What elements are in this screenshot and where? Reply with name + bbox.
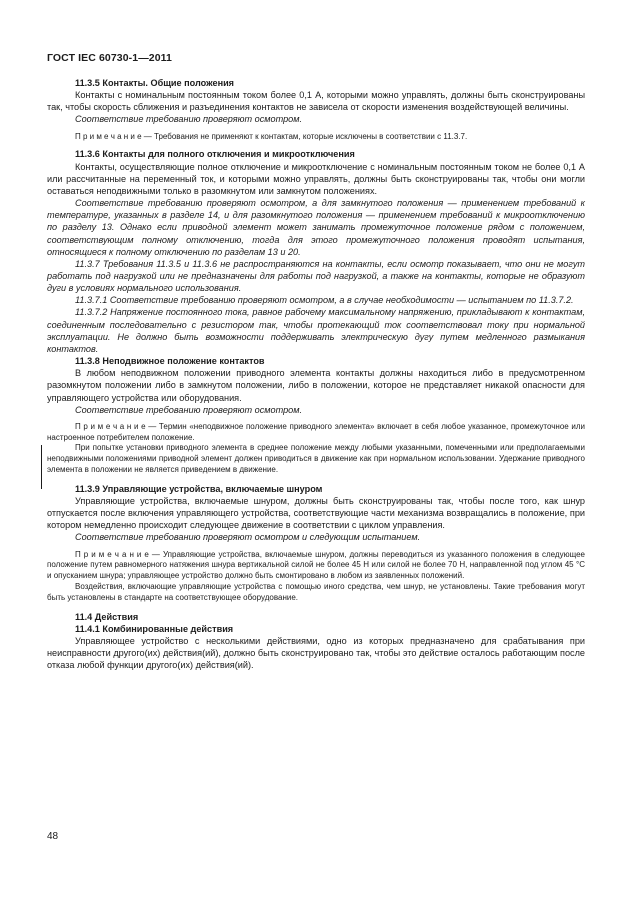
document-body (47, 77, 585, 671)
body-paragraph: Управляющие устройства, включаемые шнуром, должны быть сконструированы так, чтобы после того, как шнур отпускается после включения управляющего устройства, соответствующие части механизма возвращались в положение, при котором немедленно происходит следующее движение в соответствии с циклом управления. (47, 496, 585, 531)
spacer (47, 476, 585, 483)
section-heading: 11.3.8 Неподвижное положение контактов (75, 356, 265, 367)
note-text: — Термин «неподвижное положение приводного элемента» включает в себя любое указанное, промежуточное или настроенное потребителем положение. (47, 421, 585, 442)
italic-paragraph: 11.3.7.2 Напряжение постоянного тока, равное рабочему максимальному напряжению, прикладывают к контактам, соединенным последовательно с резистором так, чтобы протекающий ток соответствовал току при нормальной эксплуатации. Не должно быть возможности поддерживать электрическую дугу путем медленного размыкания контактов. (47, 307, 585, 354)
note-paragraph (47, 132, 585, 143)
body-paragraph: В любом неподвижном положении приводного элемента контакты должны находиться либо в предусмотренном разомкнутом положении либо в замкнутом положении, либо в положении, которое не представляет никакой опасности для управляющего устройства или оборудования. (47, 368, 585, 403)
body-paragraph: Управляющее устройство с несколькими действиями, одно из которых предназначено для срабатывания при неисправности другого(их) действия(ий), должно быть сконструировано так, чтобы это действие осталось работающим после отказа любой функции другого(их) действия(ий). (47, 635, 585, 671)
document-header: ГОСТ IEC 60730-1—2011 (47, 52, 172, 64)
italic-paragraph: Соответствие требованию проверяют осмотром, а для замкнутого положения — применением требований к температуре, указанных в разделе 14, и для разомкнутого положения — применением требований к микроотключению по разделу 13. Однако если приводной элемент может занимать промежуточное положение рядом с положением, соответствующим полному отключению, тогда для этого промежуточного положения проводят испытания, относящиеся к полному отключению по разделам 13 и 20. (47, 198, 585, 257)
body-paragraph: Контакты, осуществляющие полное отключение и микроотключение с номинальным постоянным током не более 0,1 А или рассчитанные на переменный ток, и которыми можно управлять, должны быть сконструированы так, чтобы они могли оставаться неподвижными только в разомкнутом или замкнутом положениях. (47, 161, 585, 196)
note-paragraph (47, 422, 585, 444)
section-heading: 11.4.1 Комбинированные действия (75, 623, 234, 634)
italic-paragraph: 11.3.7 Требования 11.3.5 и 11.3.6 не распространяются на контакты, если осмотр показывает, что они не могут работать под нагрузкой или не предназначены для работы под нагрузкой, а также на контакты, которые не образуют дуги в условиях нормального использования. (47, 258, 585, 294)
italic-paragraph: 11.3.7.1 Соответствие требованию проверяют осмотром, а в случае необходимости — испытанием по 11.3.7.2. (75, 295, 574, 306)
change-bar (41, 445, 42, 489)
note-text: Воздействия, включающие управляющие устройства с помощью иного средства, чем шнур, не установлены. Такие требования могут быть установлены в стандарте на соответствующее оборудование. (47, 582, 585, 602)
body-paragraph: Контакты с номинальным постоянным током более 0,1 А, которыми можно управлять, должны быть сконструированы так, чтобы скорость сближения и разъединения контактов не зависела от скорости изменения воздействующей величины. (47, 90, 585, 113)
italic-paragraph: Соответствие требованию проверяют осмотром. (75, 114, 303, 125)
page-number: 48 (47, 831, 59, 842)
note-paragraph: При попытке установки приводного элемента в среднее положение между любыми указанными, помеченными или предполагаемыми неподвижными положениями приводной элемент должен приводиться в движение как при нормальном использовании. Удержание приводного элемента в положении не является приведением в движение. (47, 443, 585, 475)
italic-paragraph: Соответствие требованию проверяют осмотром и следующим испытанием. (75, 532, 421, 543)
section-heading: 11.3.9 Управляющие устройства, включаемые шнуром (75, 483, 323, 494)
spacer (47, 604, 585, 611)
note-label: П р и м е ч а н и е (75, 131, 142, 141)
note-paragraph (47, 582, 585, 604)
note-text: — Требования не применяют к контактам, которые исключены в соответствии с 11.3.7. (141, 131, 468, 141)
note-paragraph (47, 550, 585, 582)
section-heading: 11.3.5 Контакты. Общие положения (75, 78, 235, 88)
section-heading: 11.4 Действия (75, 611, 139, 622)
revised-note-block (47, 443, 585, 475)
note-label: П р и м е ч а н и е (75, 549, 149, 559)
italic-paragraph: Соответствие требованию проверяют осмотром. (75, 404, 303, 415)
note-label: П р и м е ч а н и е (75, 421, 146, 431)
note-text: — Управляющие устройства, включаемые шнуром, должны переводиться из указанного положения в следующее положение путем равномерного натяжения шнура вертикальной силой не более 45 Н или силой не более 70 Н, направленной под углом 45 °С и опусканием шнура; управляющее устройство должно быть смонтировано в любом из заявленных положений. (47, 549, 585, 581)
section-heading: 11.3.6 Контакты для полного отключения и микроотключения (75, 149, 355, 160)
